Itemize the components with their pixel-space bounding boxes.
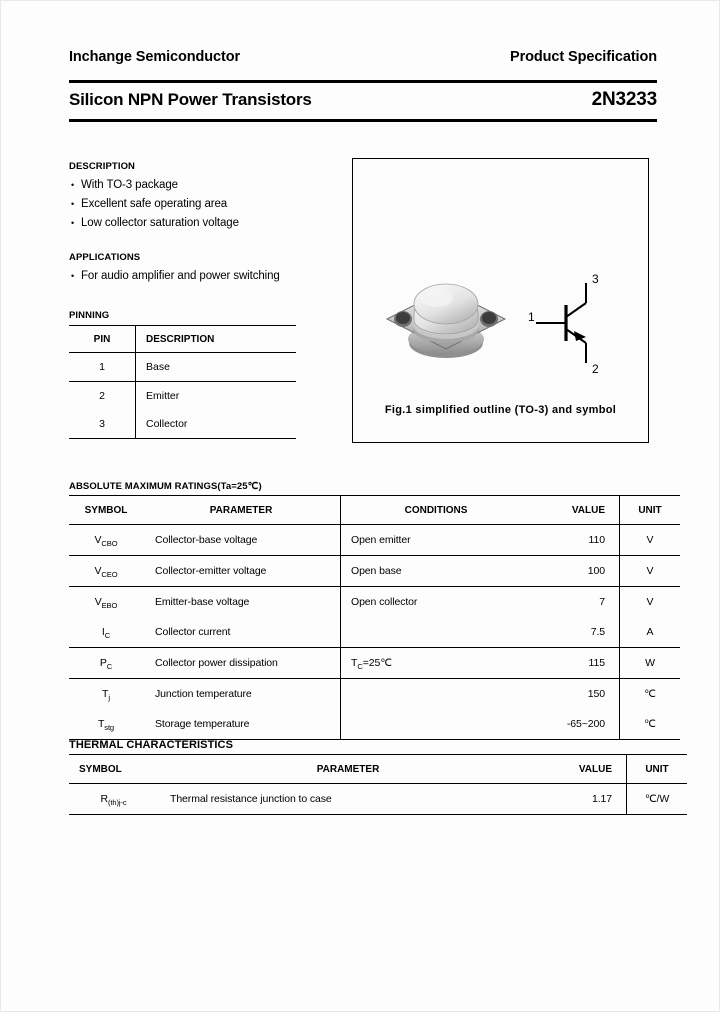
value-cell: 7 [599, 596, 605, 608]
conditions-cell [341, 709, 533, 740]
value-cell: 7.5 [532, 617, 620, 648]
unit-cell: A [620, 617, 681, 648]
table-row [69, 709, 680, 740]
absolute-maximum-ratings-table [69, 495, 680, 740]
table-header-row [69, 326, 296, 353]
pin-description: Emitter [136, 382, 297, 411]
table-row [69, 587, 680, 618]
table-row [69, 353, 296, 382]
conditions-cell: Open collector [341, 587, 533, 618]
column-header-unit: UNIT [620, 496, 681, 525]
parameter-cell: Emitter-base voltage [155, 596, 250, 608]
thermal-heading: THERMAL CHARACTERISTICS [69, 739, 234, 751]
list-item: • Low collector saturation voltage [69, 214, 339, 233]
value-cell: -65~200 [532, 709, 620, 740]
column-header-parameter: PARAMETER [158, 755, 539, 784]
thermal-characteristics-table [69, 754, 687, 815]
unit-cell: ℃ [620, 679, 681, 710]
table-row [69, 556, 680, 587]
conditions-cell [341, 679, 533, 710]
conditions-cell [341, 617, 533, 648]
thermal-section [69, 739, 670, 815]
table-row [69, 382, 296, 411]
table-row [69, 525, 680, 556]
table-row [69, 617, 680, 648]
table-row [69, 784, 687, 815]
applications-heading: APPLICATIONS [69, 252, 141, 263]
description-heading: DESCRIPTION [69, 161, 136, 172]
pinning-section [69, 310, 285, 439]
column-header-unit: UNIT [627, 755, 688, 784]
pinning-heading: PINNING [69, 310, 110, 321]
figure-caption: Fig.1 simplified outline (TO-3) and symbol [384, 404, 617, 416]
parameter-cell: Collector current [143, 617, 341, 648]
document-type-label: Product Specification [510, 49, 657, 65]
value-cell: 1.17 [539, 784, 627, 815]
unit-cell: V [620, 556, 681, 587]
symbol-pin-label-emitter: 2 [592, 362, 599, 376]
list-item: • For audio amplifier and power switching [69, 267, 359, 286]
symbol-cell: $R_{(th)j-c}$ [69, 784, 158, 815]
unit-cell: ℃/W [627, 784, 688, 815]
parameter-cell: Collector-base voltage [143, 525, 341, 556]
description-list [69, 176, 339, 233]
symbol-cell: $V_{CBO}$ [69, 525, 143, 556]
ratings-heading: ABSOLUTE MAXIMUM RATINGS(Ta=25℃) [69, 481, 262, 492]
table-row [69, 679, 680, 710]
value-cell: 115 [532, 648, 620, 679]
column-header-conditions: CONDITIONS [341, 496, 533, 525]
column-header-symbol: SYMBOL [69, 755, 158, 784]
to3-package-image [381, 271, 511, 381]
value-cell: 110 [532, 525, 620, 556]
pin-number: 1 [69, 353, 136, 382]
applications-list [69, 267, 359, 286]
value-cell: 100 [532, 556, 620, 587]
header-rule-top [69, 80, 657, 83]
column-header-value: VALUE [532, 496, 620, 525]
symbol-cell: $T_j$ [102, 688, 110, 703]
symbol-cell: $V_{CEO}$ [69, 556, 143, 587]
title-row [69, 89, 657, 111]
applications-section [69, 252, 359, 286]
header-rule-bottom [69, 119, 657, 122]
table-header-row [69, 755, 687, 784]
parameter-cell: Thermal resistance junction to case [158, 784, 539, 815]
symbol-cell: $T_{stg}$ [69, 709, 143, 740]
symbol-pin-label-base: 1 [528, 310, 535, 324]
page-header [69, 49, 657, 65]
column-header-pin: PIN [69, 326, 136, 353]
table-row [69, 410, 296, 439]
ratings-section [69, 481, 662, 740]
unit-cell: V [620, 525, 681, 556]
parameter-cell: Collector power dissipation [143, 648, 341, 679]
conditions-cell: Open base [341, 556, 533, 587]
conditions-cell: $T_C=25℃$ [341, 648, 533, 679]
conditions-cell: Open emitter [341, 525, 533, 556]
part-number: 2N3233 [591, 89, 657, 110]
symbol-cell: $V_{EBO}$ [94, 596, 118, 611]
pin-description: Base [136, 353, 297, 382]
column-header-parameter: PARAMETER [143, 496, 341, 525]
unit-cell: ℃ [620, 709, 681, 740]
page-title: Silicon NPN Power Transistors [69, 90, 312, 109]
company-name: Inchange Semiconductor [69, 49, 241, 65]
pinning-table [69, 325, 296, 439]
pin-description: Collector [136, 410, 297, 439]
symbol-cell: $I_C$ [69, 617, 143, 648]
unit-cell: V [620, 587, 681, 618]
symbol-cell: $P_C$ [69, 648, 143, 679]
table-header-row [69, 496, 680, 525]
parameter-cell: Junction temperature [155, 688, 252, 700]
pin-number: 2 [99, 390, 105, 402]
list-item: • With TO-3 package [69, 176, 339, 195]
pin-number: 3 [69, 410, 136, 439]
column-header-value: VALUE [539, 755, 627, 784]
unit-cell: W [620, 648, 681, 679]
table-row [69, 648, 680, 679]
list-item: • Excellent safe operating area [69, 195, 339, 214]
column-header-description: DESCRIPTION [136, 326, 297, 353]
figure-panel [352, 158, 649, 443]
parameter-cell: Storage temperature [143, 709, 341, 740]
parameter-cell: Collector-emitter voltage [143, 556, 341, 587]
value-cell: 150 [587, 688, 605, 700]
description-section [69, 161, 339, 233]
column-header-symbol: SYMBOL [69, 496, 143, 525]
npn-transistor-symbol [528, 271, 618, 381]
symbol-pin-label-collector: 3 [592, 272, 599, 286]
